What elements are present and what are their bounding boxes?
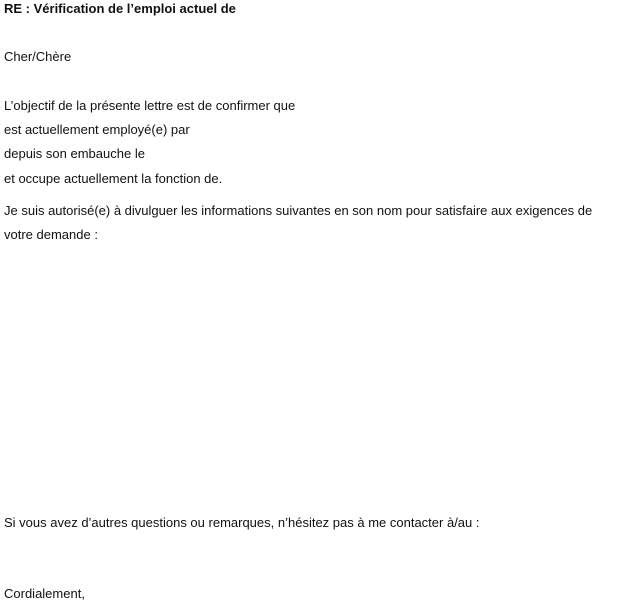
salutation: Cher/Chère — [4, 49, 72, 64]
contact-line: Si vous avez d’autres questions ou remarques, n’hésitez pas à me contacter à/au : — [4, 515, 480, 530]
authorization-line-2: votre demande : — [4, 227, 98, 242]
closing-line: Cordialement, — [4, 586, 85, 601]
intro-line-2: est actuellement employé(e) par — [4, 122, 190, 137]
intro-line-3: depuis son embauche le — [4, 146, 145, 161]
subject-line: RE : Vérification de l’emploi actuel de — [4, 1, 236, 16]
authorization-line-1: Je suis autorisé(e) à divulguer les informations suivantes en son nom pour satisfaire aux exigences de — [4, 203, 593, 218]
intro-line-4: et occupe actuellement la fonction de. — [4, 171, 223, 186]
intro-line-1: L’objectif de la présente lettre est de confirmer que — [4, 98, 296, 113]
